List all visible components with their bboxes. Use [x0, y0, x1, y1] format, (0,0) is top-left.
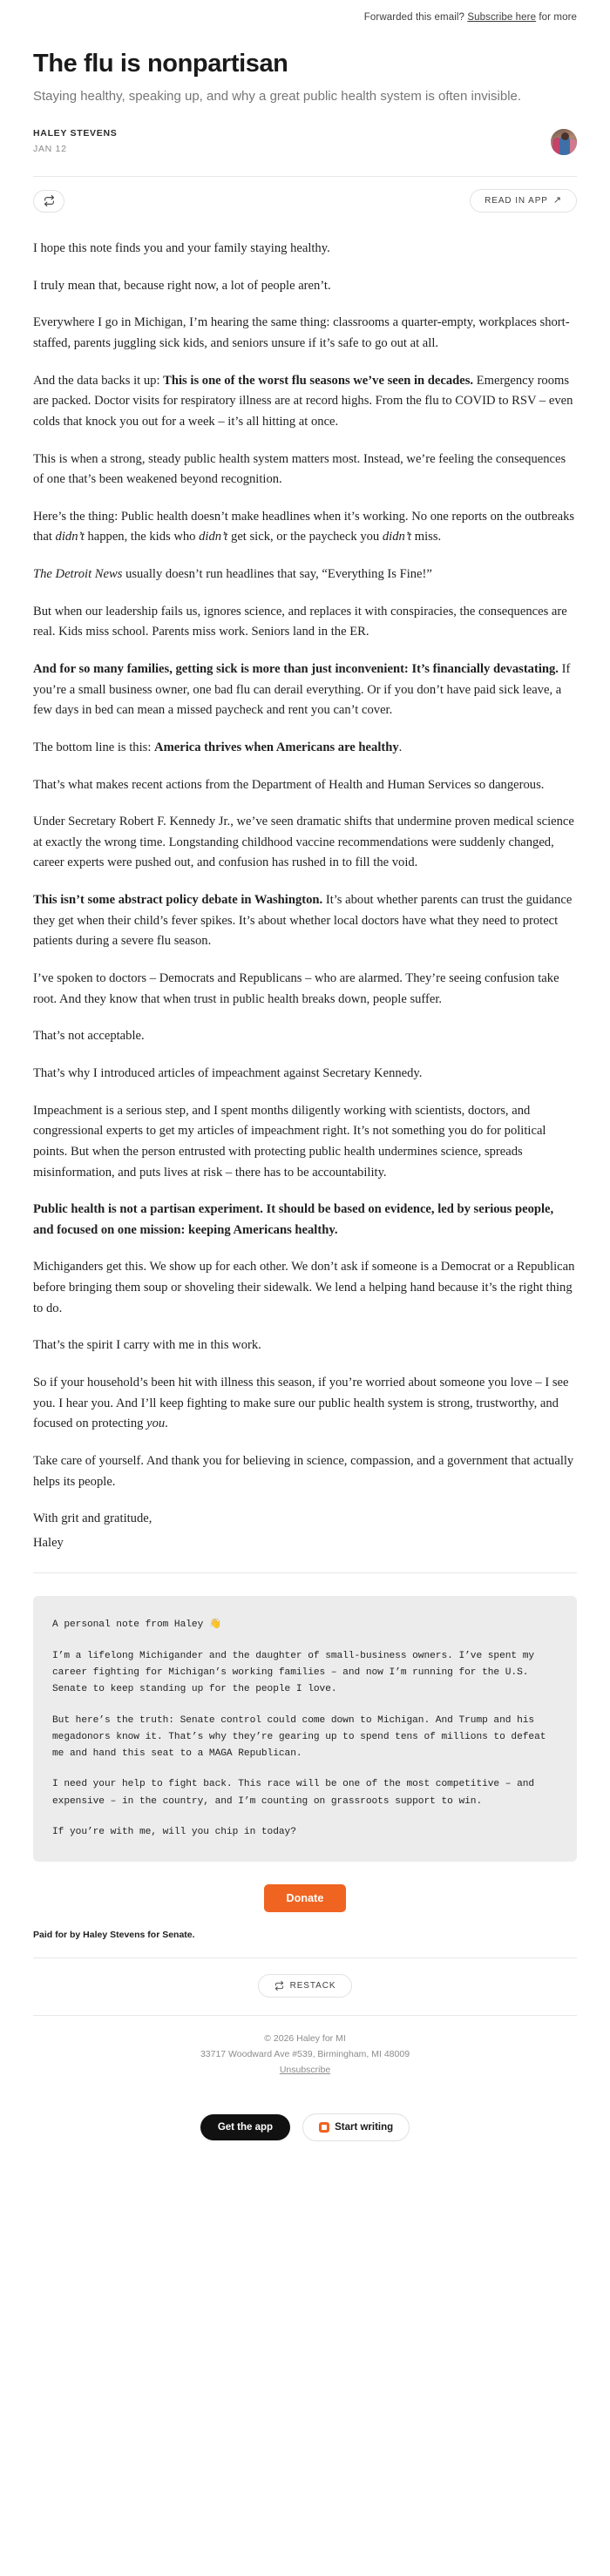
- text-run: The bottom line is this:: [33, 740, 155, 754]
- start-writing-button[interactable]: [302, 2113, 410, 2141]
- byline: [0, 127, 610, 158]
- callout-heading-text: A personal note from Haley: [52, 1619, 204, 1631]
- donate-section: [0, 1862, 610, 1919]
- bottom-app-bar: [0, 2101, 610, 2159]
- callout-paragraph: I need your help to fight back. This race will be one of the most competitive – and expensive – in the country, and I’m counting on grassroots support to win.: [52, 1779, 535, 1807]
- mailing-address: 33717 Woodward Ave #539, Birmingham, MI 48009: [200, 2048, 410, 2059]
- substack-icon: [319, 2122, 329, 2133]
- text-run-italic: didn’t: [382, 530, 412, 544]
- paragraph: I hope this note finds you and your family staying healthy.: [33, 241, 330, 256]
- callout-heading: [52, 1615, 558, 1633]
- post-body: [0, 226, 610, 1553]
- paragraph: I truly mean that, because right now, a lot of people aren’t.: [33, 278, 331, 293]
- paragraph: Everywhere I go in Michigan, I’m hearing the same thing: classrooms a quarter-empty, workplaces short-staffed, parents juggling sick kids, and seniors unsure if it’s safe to go out at all.: [33, 315, 570, 350]
- restack-footer-button[interactable]: [258, 1974, 353, 1998]
- text-run: usually doesn’t run headlines that say, “Everything Is Fine!”: [122, 567, 432, 582]
- sign-off: With grit and gratitude,: [33, 1511, 152, 1526]
- paragraph: [33, 1373, 577, 1435]
- text-run: It’s about whether parents can trust the guidance they get when their child’s fever spikes. It’s about whether local doctors have what they need to protect patients during a severe flu season.: [33, 893, 573, 949]
- author-name[interactable]: HALEY STEVENS: [33, 127, 118, 139]
- page-title: The flu is nonpartisan: [33, 50, 288, 78]
- publication-name: The Detroit News: [33, 567, 123, 582]
- external-link-arrow-icon: ↗: [552, 195, 562, 206]
- forwarded-suffix: for more: [539, 12, 577, 23]
- forwarded-banner: [0, 0, 610, 31]
- get-the-app-button[interactable]: Get the app: [200, 2114, 290, 2140]
- donate-button[interactable]: Donate: [264, 1884, 347, 1912]
- text-run-bold: This isn’t some abstract policy debate in Washington.: [33, 893, 323, 908]
- paragraph: Under Secretary Robert F. Kennedy Jr., we’ve seen dramatic shifts that undermine proven medical science at exactly the wrong time. Longstanding childhood vaccine recommendations were suddenly changed, career experts were pushed out, and confusion has rushed in to fill the void.: [33, 815, 574, 870]
- waving-hand-icon: 👋: [208, 1618, 221, 1630]
- text-run: Here’s the thing: Public health doesn’t make headlines when it’s working. No one reports on the outbreaks that: [33, 509, 575, 544]
- text-run-bold: This is one of the worst flu seasons we’ve seen in decades.: [163, 373, 474, 388]
- text-run-bold: And for so many families, getting sick is more than just inconvenient: It’s financially devastating.: [33, 661, 559, 676]
- paragraph: Impeachment is a serious step, and I spent months diligently working with scientists, doctors, and congressional experts to get my articles of impeachment right. It’s not something you do for political points. But when the person entrusted with protecting public health undermines science, spreads misinformation, and puts lives at risk – there has to be accountability.: [33, 1103, 546, 1180]
- start-writing-label: Start writing: [335, 2121, 394, 2133]
- text-run: Emergency rooms are packed. Doctor visits for respiratory illness are at record highs. From the flu to COVID to RSV – even colds that knock you out for a week – it’s all hitting at once.: [33, 373, 573, 429]
- text-run: get sick, or the paycheck you: [227, 530, 383, 544]
- signature: Haley: [33, 1535, 64, 1550]
- avatar-head: [561, 132, 569, 140]
- text-run-italic: you: [146, 1416, 166, 1431]
- paragraph: But when our leadership fails us, ignores science, and replaces it with conspiracies, the consequences are real. Kids miss school. Parents miss work. Seniors land in the ER.: [33, 604, 567, 639]
- byline-text: [33, 127, 117, 158]
- paragraph: Take care of yourself. And thank you for believing in science, compassion, and a government that actually helps its people.: [33, 1453, 574, 1489]
- text-run: miss.: [411, 530, 442, 544]
- paragraph: [33, 890, 577, 952]
- restack-icon: [44, 195, 55, 206]
- email-footer: [0, 2016, 610, 2101]
- post-subtitle: Staying healthy, speaking up, and why a great public health system is often invisible.: [33, 89, 522, 105]
- paragraph: That’s not acceptable.: [33, 1029, 145, 1044]
- restack-icon: [274, 1981, 284, 1991]
- body-footer-divider: [33, 1572, 577, 1573]
- text-run-bold: Public health is not a partisan experiment. It should be based on evidence, led by serious people, and focused on one mission: keeping Americans healthy.: [33, 1202, 554, 1237]
- paragraph: Michiganders get this. We show up for each other. We don’t ask if someone is a Democrat or a Republican before bringing them soup or shoveling their sidewalk. We lend a helping hand because it’s the right thing to do.: [33, 1260, 575, 1315]
- personal-note-callout: [33, 1596, 577, 1862]
- paragraph: That’s why I introduced articles of impeachment against Secretary Kennedy.: [33, 1065, 423, 1080]
- paid-for-disclaimer: Paid for by Haley Stevens for Senate.: [33, 1930, 195, 1941]
- text-run-bold: America thrives when Americans are healthy: [154, 740, 399, 754]
- paragraph: [33, 371, 577, 433]
- paragraph: [33, 507, 577, 548]
- text-run: .: [165, 1416, 168, 1431]
- paragraph: [33, 1200, 577, 1241]
- paragraph: [33, 659, 577, 721]
- text-run-italic: didn’t: [55, 530, 85, 544]
- paragraph: That’s what makes recent actions from the Department of Health and Human Services so dangerous.: [33, 777, 545, 792]
- paragraph: This is when a strong, steady public health system matters most. Instead, we’re feeling the consequences of one that’s been weakened beyond recognition.: [33, 451, 566, 487]
- paragraph: I’ve spoken to doctors – Democrats and Republicans – who are alarmed. They’re seeing confusion take root. And they know that when trust in public health breaks down, people suffer.: [33, 971, 559, 1006]
- text-run: So if your household’s been hit with illness this season, if you’re worried about someone you love – I see you. I hear you. And I’ll keep fighting to make sure our public health system is strong, trustworthy, and focused on protecting: [33, 1376, 569, 1431]
- text-run: .: [398, 740, 403, 754]
- paragraph: That’s the spirit I carry with me in this work.: [33, 1338, 261, 1353]
- restack-section: [0, 1958, 610, 2015]
- text-run: And the data backs it up:: [33, 373, 164, 388]
- read-in-app-button[interactable]: [470, 189, 577, 213]
- masthead: [0, 31, 610, 106]
- forwarded-prefix: Forwarded this email?: [363, 12, 465, 23]
- read-in-app-label: READ IN APP: [485, 196, 548, 206]
- post-date: JAN 12: [33, 144, 67, 155]
- unsubscribe-link[interactable]: Unsubscribe: [279, 2064, 331, 2075]
- restack-button[interactable]: [33, 190, 64, 213]
- avatar[interactable]: [551, 129, 577, 155]
- callout-paragraph: If you’re with me, will you chip in today?: [52, 1826, 296, 1837]
- text-run-italic: didn’t: [199, 530, 228, 544]
- subscribe-link[interactable]: Subscribe here: [467, 12, 537, 23]
- paragraph: [33, 565, 577, 585]
- restack-label: RESTACK: [289, 1981, 336, 1991]
- callout-paragraph: I’m a lifelong Michigander and the daughter of small-business owners. I’ve spent my career fighting for Michigan’s working families – and now I’m running for the U.S. Senate to keep standing up for the people I love.: [52, 1650, 535, 1695]
- text-run: happen, the kids who: [84, 530, 200, 544]
- copyright: © 2026 Haley for MI: [264, 2033, 346, 2045]
- action-bar: [0, 177, 610, 226]
- paragraph: [33, 738, 577, 759]
- text-run: If you’re a small business owner, one bad flu can derail everything. Or if you don’t have paid sick leave, a few days in bed can mean a missed paycheck and rent you can’t cover.: [33, 661, 571, 718]
- callout-paragraph: But here’s the truth: Senate control could come down to Michigan. And Trump and his megadonors know it. That’s why they’re gearing up to spend tens of millions to defeat me and hand this seat to a MAGA Republican.: [52, 1714, 546, 1760]
